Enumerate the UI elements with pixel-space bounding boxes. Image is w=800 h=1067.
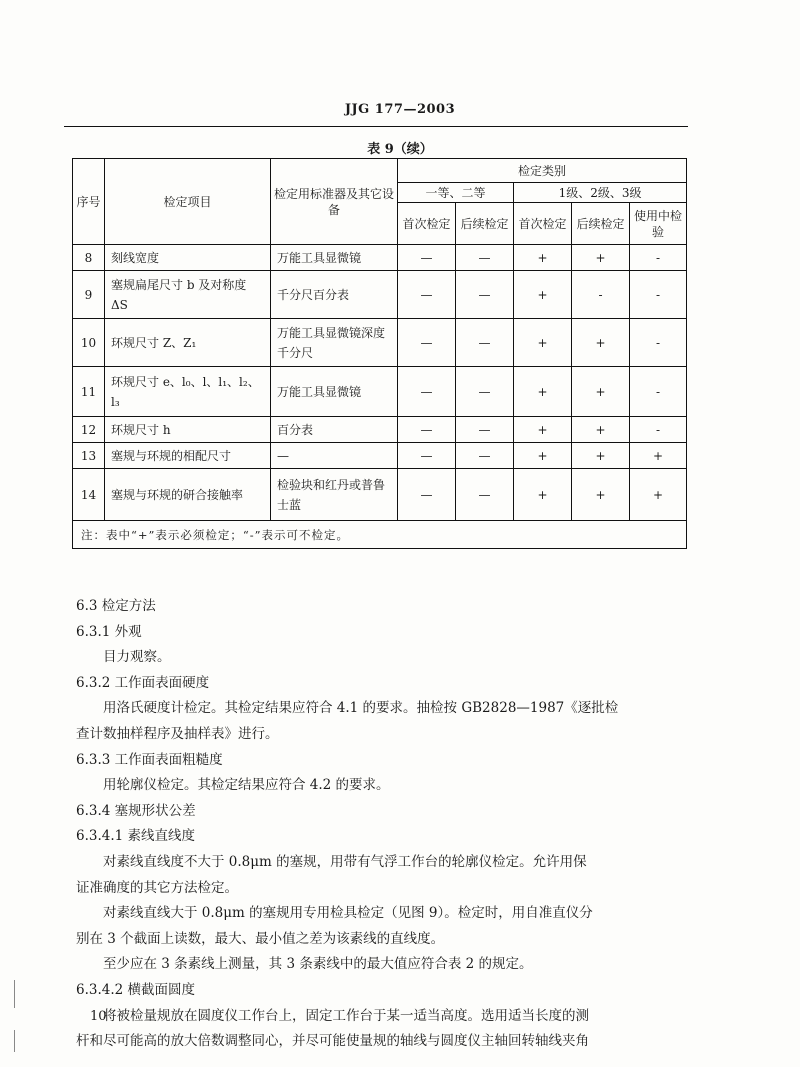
row-equipment: 万能工具显微镜 <box>271 245 398 271</box>
row-a-first: — <box>398 367 456 417</box>
header-equipment: 检定用标准器及其它设备 <box>271 159 398 245</box>
row-b-in-use: - <box>630 319 687 367</box>
row-number: 11 <box>73 367 105 417</box>
body-paragraph: 对素线直线大于 0.8μm 的塞规用专用检具检定（见图 9）。检定时，用自准直仪分 <box>103 905 593 922</box>
row-b-subsequent: + <box>572 319 630 367</box>
section-heading: 6.3.1 外观 <box>76 623 142 640</box>
header-rule <box>64 126 688 127</box>
row-b-first: + <box>514 319 572 367</box>
row-b-first: + <box>514 417 572 443</box>
section-heading: 6.3.4 塞规形状公差 <box>76 802 196 819</box>
scan-edge-mark <box>14 980 15 1008</box>
table-note: 注：表中“+”表示必须检定；“-”表示可不检定。 <box>73 521 687 549</box>
header-b-in-use: 使用中检验 <box>630 203 687 245</box>
row-b-in-use: - <box>630 245 687 271</box>
row-a-first: — <box>398 469 456 521</box>
row-item: 刻线宽度 <box>105 245 271 271</box>
row-a-first: — <box>398 417 456 443</box>
row-item: 塞规扁尾尺寸 b 及对称度 ΔS <box>105 271 271 319</box>
row-b-in-use: + <box>630 443 687 469</box>
page-number: 10 <box>90 1009 107 1024</box>
header-b-subsequent: 后续检定 <box>572 203 630 245</box>
row-a-subsequent: — <box>456 245 514 271</box>
body-paragraph: 用洛氏硬度计检定。其检定结果应符合 4.1 的要求。抽检按 GB2828—1987《逐批检 <box>103 700 619 717</box>
header-a-subsequent: 后续检定 <box>456 203 514 245</box>
body-paragraph: 证准确度的其它方法检定。 <box>76 879 238 896</box>
row-item: 塞规与环规的相配尺寸 <box>105 443 271 469</box>
table-row <box>73 319 687 367</box>
row-b-in-use: - <box>630 271 687 319</box>
row-b-subsequent: + <box>572 367 630 417</box>
row-b-first: + <box>514 271 572 319</box>
section-heading: 6.3.3 工作面表面粗糙度 <box>76 751 223 768</box>
row-b-subsequent: - <box>572 271 630 319</box>
running-header: JJG 177—2003 <box>344 102 456 117</box>
row-b-in-use: - <box>630 417 687 443</box>
body-paragraph: 别在 3 个截面上读数，最大、最小值之差为该素线的直线度。 <box>76 930 445 947</box>
row-a-subsequent: — <box>456 469 514 521</box>
row-equipment: 千分尺百分表 <box>271 271 398 319</box>
section-heading: 6.3 检定方法 <box>76 598 156 614</box>
row-b-first: + <box>514 443 572 469</box>
row-a-subsequent: — <box>456 443 514 469</box>
row-item: 塞规与环规的研合接触率 <box>105 469 271 521</box>
header-category: 检定类别 <box>398 159 687 183</box>
table-row <box>73 245 687 271</box>
table-row <box>73 271 687 319</box>
header-b-first: 首次检定 <box>514 203 572 245</box>
row-a-subsequent: — <box>456 271 514 319</box>
header-seq: 序号 <box>73 159 105 245</box>
row-b-subsequent: + <box>572 443 630 469</box>
section-heading: 6.3.4.2 横截面圆度 <box>76 981 196 998</box>
table-row <box>73 469 687 521</box>
table-row <box>73 367 687 417</box>
body-paragraph: 杆和尽可能高的放大倍数调整同心，并尽可能使量规的轴线与圆度仪主轴回转轴线夹角 <box>76 1033 589 1050</box>
row-a-subsequent: — <box>456 367 514 417</box>
row-b-first: + <box>514 367 572 417</box>
row-number: 9 <box>73 271 105 319</box>
row-a-first: — <box>398 443 456 469</box>
header-group-a: 一等、二等 <box>398 183 514 203</box>
body-paragraph: 查计数抽样程序及抽样表》进行。 <box>76 725 279 742</box>
body-paragraph: 用轮廓仪检定。其检定结果应符合 4.2 的要求。 <box>103 777 390 794</box>
verification-table <box>72 158 687 549</box>
table-row <box>73 443 687 469</box>
section-heading: 6.3.4.1 素线直线度 <box>76 828 196 845</box>
row-item: 环规尺寸 h <box>105 417 271 443</box>
row-number: 8 <box>73 245 105 271</box>
header-group-b: 1级、2级、3级 <box>514 183 687 203</box>
row-b-in-use: + <box>630 469 687 521</box>
row-equipment: 万能工具显微镜深度千分尺 <box>271 319 398 367</box>
scan-edge-mark <box>14 1030 15 1052</box>
body-paragraph: 至少应在 3 条素线上测量，其 3 条素线中的最大值应符合表 2 的规定。 <box>103 956 533 973</box>
row-b-subsequent: + <box>572 417 630 443</box>
row-b-first: + <box>514 469 572 521</box>
header-item: 检定项目 <box>105 159 271 245</box>
row-b-first: + <box>514 245 572 271</box>
row-b-subsequent: + <box>572 245 630 271</box>
body-paragraph: 目力观察。 <box>103 649 171 666</box>
row-a-first: — <box>398 271 456 319</box>
row-number: 10 <box>73 319 105 367</box>
row-number: 13 <box>73 443 105 469</box>
section-heading: 6.3.2 工作面表面硬度 <box>76 674 210 691</box>
row-a-subsequent: — <box>456 417 514 443</box>
body-paragraph: 将被检量规放在圆度仪工作台上，固定工作台于某一适当高度。选用适当长度的测 <box>103 1007 589 1024</box>
row-b-subsequent: + <box>572 469 630 521</box>
row-a-subsequent: — <box>456 319 514 367</box>
row-number: 14 <box>73 469 105 521</box>
table-row <box>73 417 687 443</box>
row-equipment: 万能工具显微镜 <box>271 367 398 417</box>
body-paragraph: 对素线直线度不大于 0.8μm 的塞规，用带有气浮工作台的轮廓仪检定。允许用保 <box>103 853 587 870</box>
table-caption: 表 9（续） <box>367 142 433 157</box>
row-equipment: — <box>271 443 398 469</box>
row-number: 12 <box>73 417 105 443</box>
row-item: 环规尺寸 Z、Z₁ <box>105 319 271 367</box>
body-text <box>76 594 696 1055</box>
row-a-first: — <box>398 319 456 367</box>
row-equipment: 百分表 <box>271 417 398 443</box>
row-equipment: 检验块和红丹或普鲁士蓝 <box>271 469 398 521</box>
header-a-first: 首次检定 <box>398 203 456 245</box>
row-a-first: — <box>398 245 456 271</box>
row-b-in-use: - <box>630 367 687 417</box>
row-item: 环规尺寸 e、l₀、l、l₁、l₂、l₃ <box>105 367 271 417</box>
